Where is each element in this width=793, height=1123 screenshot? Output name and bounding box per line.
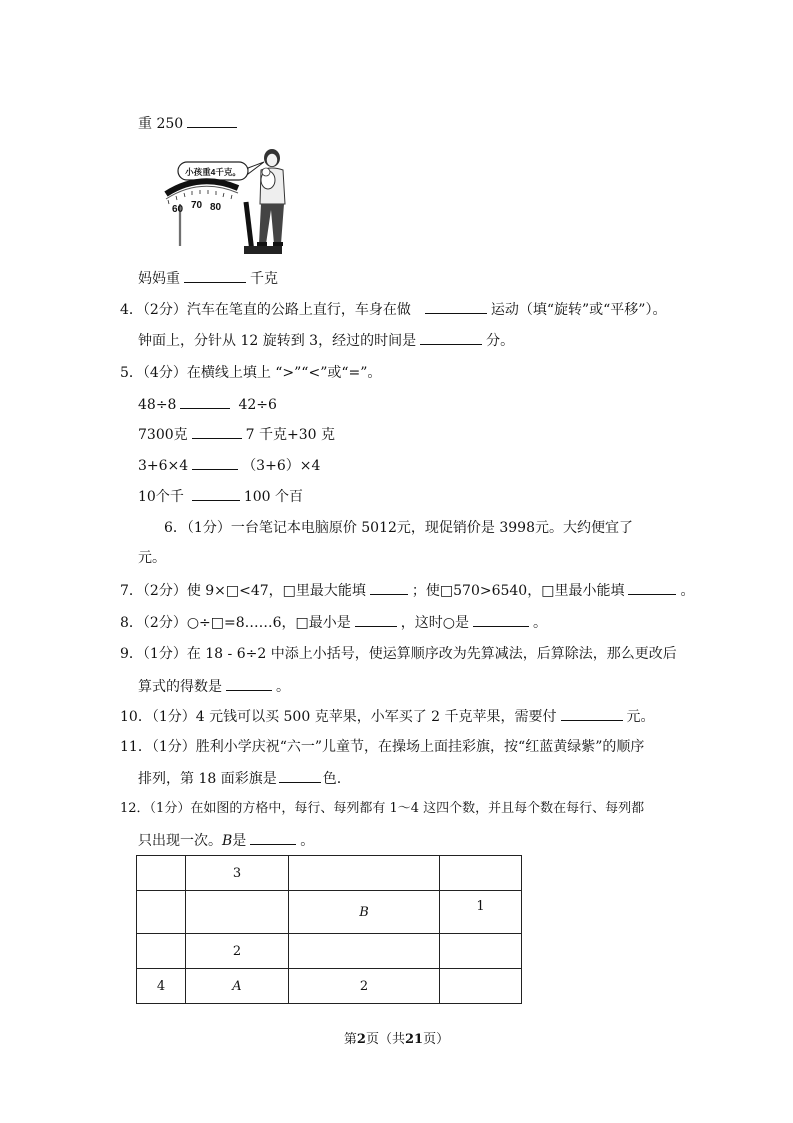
q5-item-4-left: 10个千 xyxy=(138,489,184,505)
tick-label-60: 60 xyxy=(172,204,184,215)
q12-line2-suffix: 。 xyxy=(300,833,315,849)
grid-cell: 4 xyxy=(137,969,186,1004)
grid-cell xyxy=(137,891,186,934)
q9-line2-prefix: 算式的得数是 xyxy=(138,679,222,695)
grid-row xyxy=(137,969,522,1004)
answer-blank-q10[interactable] xyxy=(561,706,623,721)
grid-cell xyxy=(137,856,186,891)
answer-blank-q7a[interactable] xyxy=(370,580,408,595)
q4-line2 xyxy=(138,330,514,350)
q6-line1: 6．（1分）一台笔记本电脑原价 5012元，现促销价是 3998元。大约便宜了 xyxy=(164,520,633,536)
answer-blank-q4b[interactable] xyxy=(420,330,482,345)
grid-cell xyxy=(137,934,186,969)
mom-weight-prefix: 妈妈重 xyxy=(138,271,180,287)
q7-suffix: 。 xyxy=(680,583,695,599)
q5-item-3 xyxy=(138,455,320,475)
q4-line2-suffix: 分。 xyxy=(486,333,515,349)
q9-line2-suffix: 。 xyxy=(276,679,290,695)
q8-line xyxy=(120,612,547,632)
sudoku-grid xyxy=(136,855,522,1004)
answer-blank-q8b[interactable] xyxy=(473,612,529,627)
q7-line xyxy=(120,580,694,600)
answer-blank-q9[interactable] xyxy=(226,676,272,691)
grid-cell xyxy=(440,856,522,891)
grid-cell: 1 xyxy=(440,891,522,934)
answer-blank-q8a[interactable] xyxy=(355,612,397,627)
q12-line2 xyxy=(138,830,314,850)
grid-cell xyxy=(440,934,522,969)
grid-row xyxy=(137,934,522,969)
q8-middle: ，这时○是 xyxy=(400,615,469,631)
answer-blank-q11[interactable] xyxy=(279,768,321,783)
q12-line2-prefix: 只出现一次。 xyxy=(138,833,222,849)
grid-row xyxy=(137,856,522,891)
answer-blank-q5c[interactable] xyxy=(192,455,238,470)
q7-prefix: 7．（2分）使 9×□<47，□里最大能填 xyxy=(120,583,366,599)
page-total: 21 xyxy=(404,1032,424,1047)
q5-item-4 xyxy=(138,486,303,506)
q10-suffix: 元。 xyxy=(626,709,655,725)
footer-text: 页） xyxy=(423,1032,450,1047)
q5-item-3-right: （3+6）×4 xyxy=(242,458,321,474)
scale-platform xyxy=(244,246,282,254)
answer-blank-q4a[interactable] xyxy=(425,299,487,314)
q5-item-4-right: 100 个百 xyxy=(243,489,303,505)
q5-item-2-right: 7 千克+30 克 xyxy=(245,427,335,443)
q4-line2-prefix: 钟面上，分针从 12 旋转到 3，经过的时间是 xyxy=(138,333,417,349)
grid-cell: 3 xyxy=(186,856,289,891)
q5-title: 5．（4分）在横线上填上 “>”“<”或“=”。 xyxy=(120,365,382,381)
q3-weight-prefix: 重 250 xyxy=(138,116,184,132)
footer-text: 页（共 xyxy=(365,1032,405,1047)
scale-post xyxy=(246,202,252,252)
answer-blank-q3a[interactable] xyxy=(187,113,237,128)
scale-illustration xyxy=(160,142,310,257)
grid-cell xyxy=(289,856,440,891)
q5-item-1-left: 48÷8 xyxy=(138,397,177,413)
q4-line1 xyxy=(120,299,666,319)
footer-text: 第 xyxy=(343,1032,357,1047)
answer-blank-q5d[interactable] xyxy=(192,486,240,501)
q3-weight-line xyxy=(138,113,241,133)
q5-item-2 xyxy=(138,424,335,444)
scale-dial xyxy=(166,181,238,194)
speech-bubble-text: 小孩重4千克。 xyxy=(185,167,241,177)
q8-prefix: 8．（2分）○÷□=8……6，□最小是 xyxy=(120,615,351,631)
page-number: 2 xyxy=(356,1032,366,1047)
q12-variable-b: B xyxy=(222,833,233,849)
q12-line1: 12．（1分）在如图的方格中，每行、每列都有 1～4 这四个数，并且每个数在每行、每列都 xyxy=(120,801,645,816)
q10-prefix: 10．（1分）4 元钱可以买 500 克苹果，小军买了 2 千克苹果，需要付 xyxy=(120,709,557,725)
answer-blank-q5b[interactable] xyxy=(192,424,242,439)
q12-line2-mid: 是 xyxy=(232,833,247,849)
q11-line2-suffix: 色. xyxy=(322,771,342,787)
q5-item-2-left: 7300克 xyxy=(138,427,188,443)
mom-weight-line xyxy=(138,268,278,288)
grid-cell: 2 xyxy=(289,969,440,1004)
tick-label-70: 70 xyxy=(191,200,203,211)
q11-line2 xyxy=(138,768,341,788)
q11-line2-prefix: 排列，第 18 面彩旗是 xyxy=(138,771,277,787)
answer-blank-q12[interactable] xyxy=(250,830,296,845)
q9-line2 xyxy=(138,676,290,696)
q4-line1-prefix: 4．（2分）汽车在笔直的公路上直行，车身在做 xyxy=(120,302,411,318)
q11-line1: 11．（1分）胜利小学庆祝“六一”儿童节，在操场上面挂彩旗，按“红蓝黄绿紫”的顺序 xyxy=(120,739,645,755)
grid-cell-a: A xyxy=(186,969,289,1004)
answer-blank-q5a[interactable] xyxy=(180,394,230,409)
grid-cell xyxy=(186,891,289,934)
tick-label-80: 80 xyxy=(210,202,222,213)
q5-item-3-left: 3+6×4 xyxy=(138,458,189,474)
q4-line1-suffix: 运动（填“旋转”或“平移”）。 xyxy=(490,302,667,318)
answer-blank-q7b[interactable] xyxy=(628,580,676,595)
grid-row xyxy=(137,891,522,934)
page-footer xyxy=(0,1028,793,1047)
grid-cell xyxy=(440,969,522,1004)
grid-cell xyxy=(289,934,440,969)
q6-line2: 元。 xyxy=(138,550,166,566)
q5-item-1-right: 42÷6 xyxy=(238,397,277,413)
q5-item-1 xyxy=(138,394,277,414)
q10-line xyxy=(120,706,655,726)
q9-line1: 9．（1分）在 18 - 6÷2 中添上小括号，使运算顺序改为先算减法，后算除法，那么更改后 xyxy=(120,646,677,662)
q8-suffix: 。 xyxy=(532,615,547,631)
grid-cell-b: B xyxy=(289,891,440,934)
mom-weight-suffix: 千克 xyxy=(250,271,278,287)
q7-middle: ；使□570>6540，□里最小能填 xyxy=(411,583,625,599)
answer-blank-q3b[interactable] xyxy=(184,268,246,283)
grid-cell: 2 xyxy=(186,934,289,969)
